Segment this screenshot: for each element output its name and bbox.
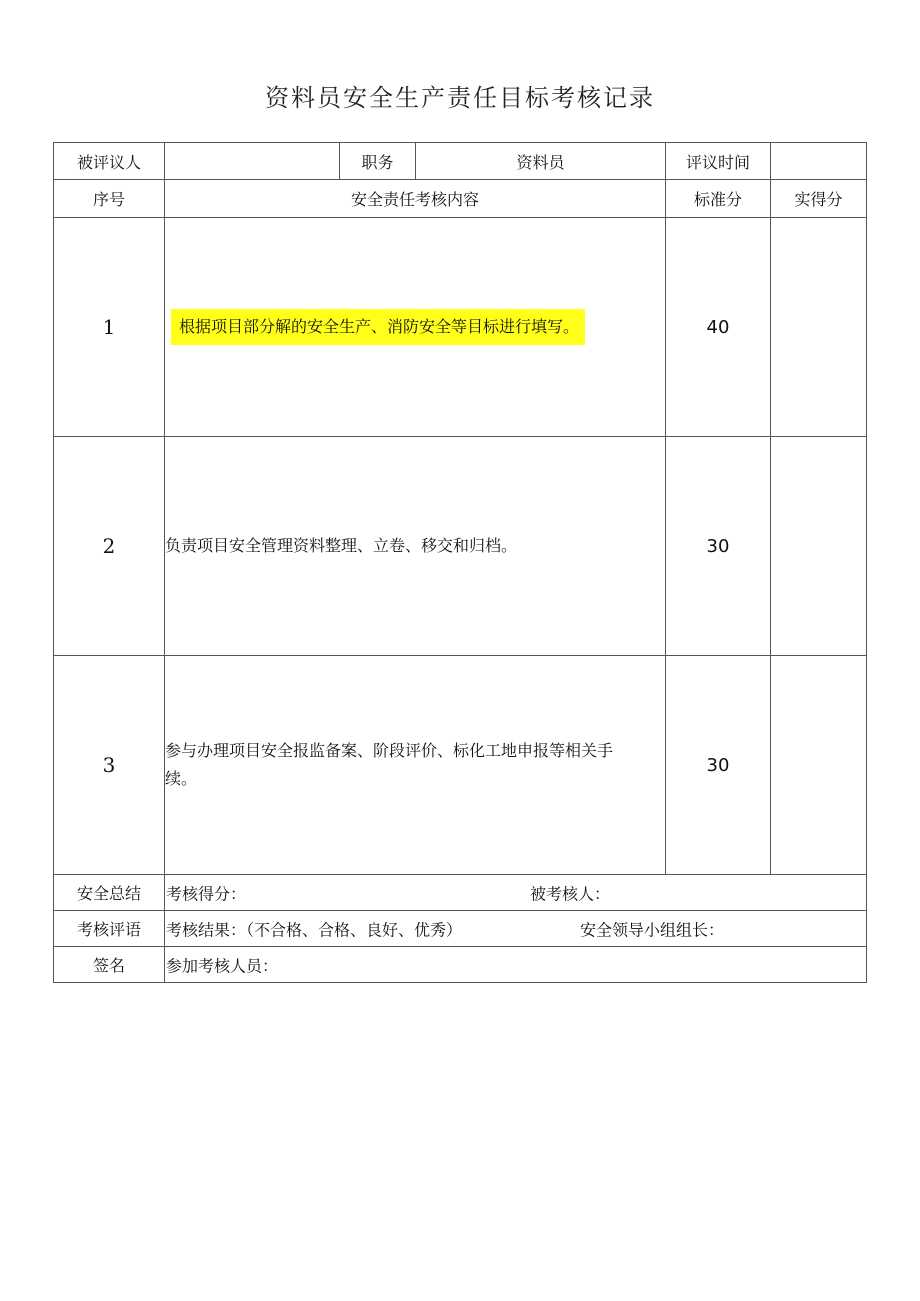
evaluatee-value[interactable]: [165, 143, 340, 180]
summary-label: 安全总结: [54, 875, 165, 911]
item-actual-score[interactable]: [771, 218, 867, 437]
item-content: 负责项目安全管理资料整理、立卷、移交和归档。: [165, 437, 666, 656]
position-value: 资料员: [416, 143, 666, 180]
item-seq: 2: [54, 437, 165, 656]
assessed-person-label: 被考核人：: [530, 884, 611, 903]
actual-header: 实得分: [771, 180, 867, 218]
item-seq: 1: [54, 218, 165, 437]
standard-header: 标准分: [666, 180, 771, 218]
sign-label: 签名: [54, 947, 165, 983]
item-actual-score[interactable]: [771, 656, 867, 875]
item-standard-score: 30: [666, 656, 771, 875]
summary-row: [54, 875, 867, 911]
column-header-row: [54, 180, 867, 218]
table-row: [54, 218, 867, 437]
eval-time-label: 评议时间: [666, 143, 771, 180]
signature-row: [54, 947, 867, 983]
eval-time-value[interactable]: [771, 143, 867, 180]
item-seq: 3: [54, 656, 165, 875]
review-cell[interactable]: [165, 911, 867, 947]
table-row: [54, 656, 867, 875]
table-row: [54, 437, 867, 656]
item-standard-score: 30: [666, 437, 771, 656]
document-title: 资料员安全生产责任目标考核记录: [265, 84, 655, 112]
item-standard-score: 40: [666, 218, 771, 437]
header-row: [54, 143, 867, 180]
leader-label: 安全领导小组组长：: [580, 920, 725, 939]
participants-label: 参加考核人员：: [166, 956, 279, 975]
item-content-cell: [165, 218, 666, 437]
seq-header: 序号: [54, 180, 165, 218]
score-label: 考核得分：: [166, 884, 247, 903]
evaluatee-label: 被评议人: [54, 143, 165, 180]
item-content: 参与办理项目安全报监备案、阶段评价、标化工地申报等相关手续。: [165, 656, 666, 875]
item-content-highlighted: 根据项目部分解的安全生产、消防安全等目标进行填写。: [171, 309, 585, 345]
position-label: 职务: [340, 143, 416, 180]
review-row: [54, 911, 867, 947]
result-label: 考核结果：（不合格、合格、良好、优秀）: [166, 920, 463, 939]
content-header: 安全责任考核内容: [165, 180, 666, 218]
item-actual-score[interactable]: [771, 437, 867, 656]
assessment-table: [53, 142, 867, 983]
summary-cell[interactable]: [165, 875, 867, 911]
review-label: 考核评语: [54, 911, 165, 947]
signature-cell[interactable]: [165, 947, 867, 983]
